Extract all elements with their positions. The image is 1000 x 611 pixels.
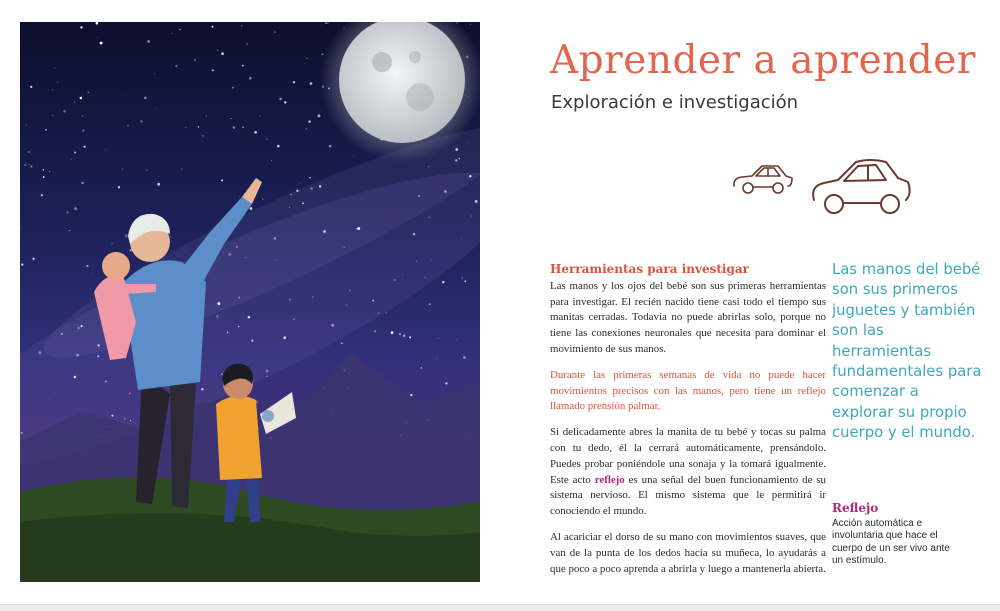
paragraph-4: Al acariciar el dorso de su mano con movimientos suaves, que van de la punta de los dedos hacia su muñeca, lo ayudarás a que poco a poco aprenda a abrirla y luego a mantenerla abierta. [550,530,826,575]
paragraph-3-after: es una señal del buen funcionamiento de su sistema nervioso. El mismo sistema que le permitirá ir conociendo el mundo. [550,473,826,518]
page-title: Aprender a aprender [550,38,976,83]
page-subtitle: Exploración e investigación [551,92,799,113]
night-sky-family-illustration-icon [20,22,480,582]
paragraph-3 [550,425,826,520]
body-column [550,262,826,587]
page-bottom-bar [0,604,1000,611]
paragraph-3-before: Si delicadamente abres la manita de tu bebé y tocas su palma con tu dedo, él la cerrará automáticamente, prensándolo. Puedes probar poniéndole una sonaja y la tomará igualmente. Este acto [550,426,826,486]
section-heading: Herramientas para investigar [550,262,749,276]
glossary-definition: Acción automática e involuntaria que hace el cuerpo de un ser vivo ante un estímulo. [832,518,950,567]
pull-quote: Las manos del bebé son sus primeros juguetes y también son las herramientas fundamentales para comenzar a explorar su propio cuerpo y el mundo. [832,261,982,442]
night-sky-illustration [20,22,480,582]
glossary-term: Reflejo [832,501,879,515]
paragraph-2-highlight: Durante las primeras semanas de vida no puede hacer movimientos precisos con las manos, pero tiene un reflejo llamado prensión palmar. [550,368,826,413]
car-doodles-icon [730,156,915,223]
paragraph-1: Las manos y los ojos del bebé son sus primeras herramientas para investigar. El recién nacido tiene casi todo el tiempo sus manitas cerradas. Todavía no puede abrirlas solo, porque no tiene las conexiones neuronales que necesita para dominar el movimiento de sus manos. [550,279,826,355]
keyword-reflejo: reflejo [594,473,625,486]
